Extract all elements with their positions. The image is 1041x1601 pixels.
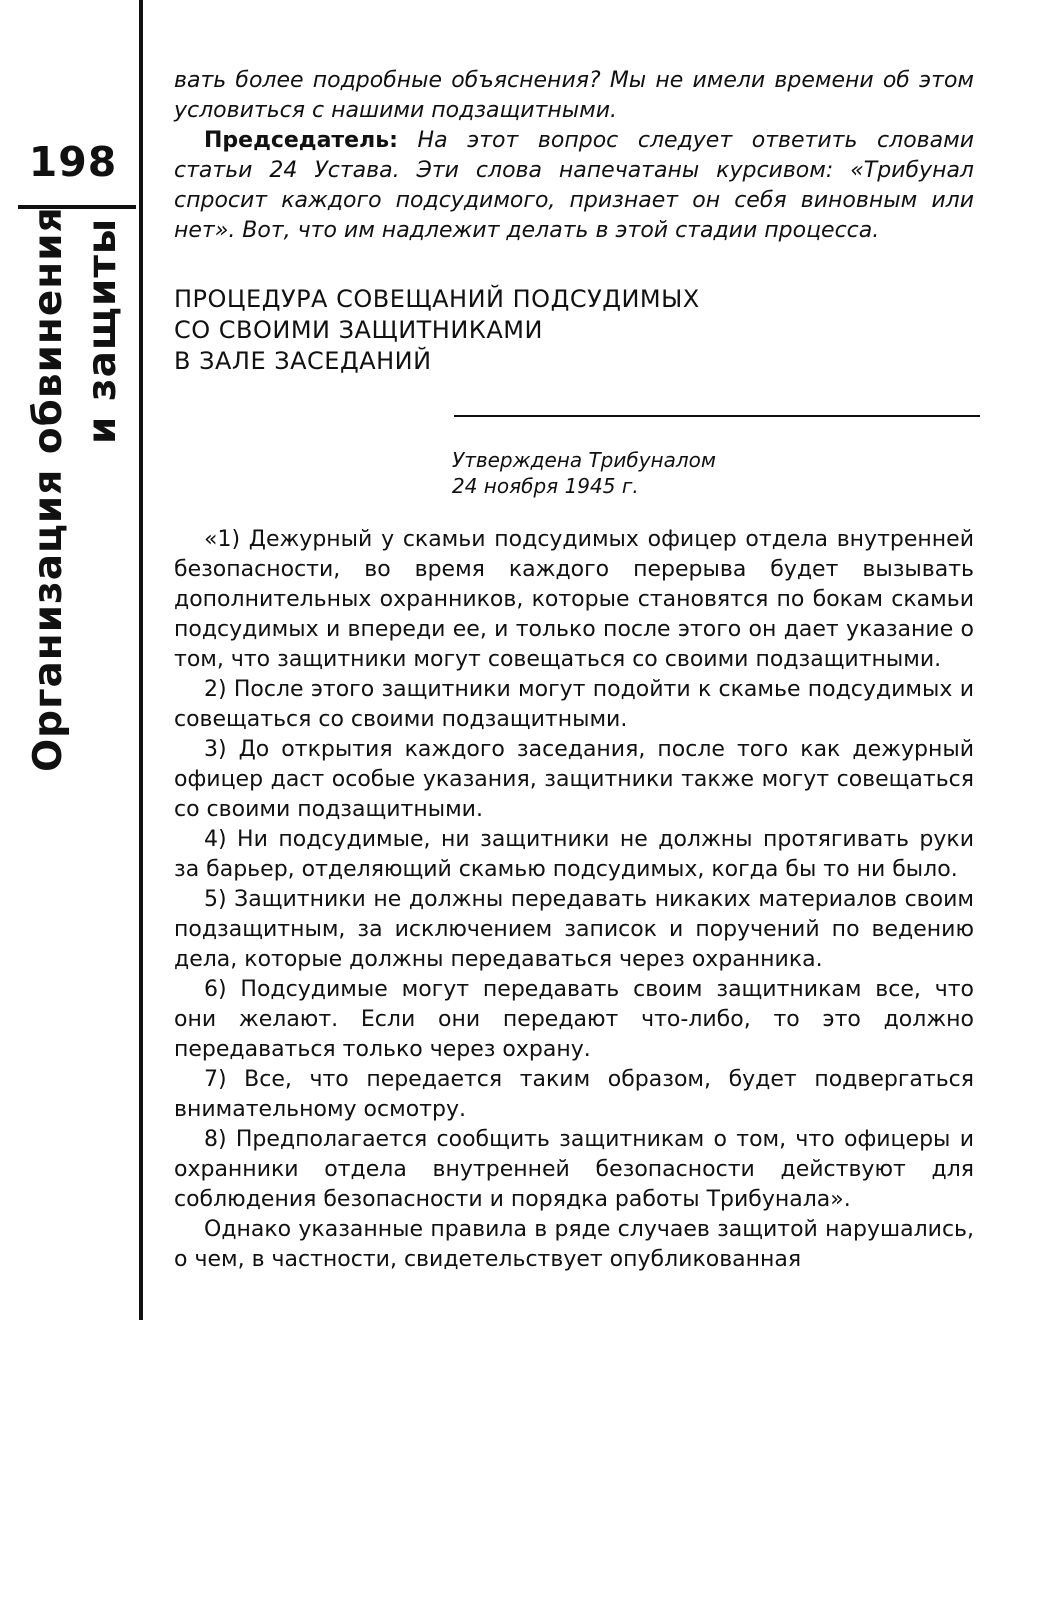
speaker-label: Председатель:: [204, 128, 398, 153]
page-content: [174, 66, 974, 1275]
rule-item: 5) Защитники не должны передавать никаких материалов своим подзащитным, за исключением записок и поручений по ведению дела, которые должны передаваться через охранника.: [174, 887, 974, 972]
rules-list: [174, 525, 974, 1215]
page-number: 198: [28, 138, 118, 186]
rule-item: 4) Ни подсудимые, ни защитники не должны протягивать руки за барьер, отделяющий скамью подсудимых, когда бы то ни было.: [174, 827, 974, 882]
approval-divider: [454, 415, 980, 417]
paragraph-continuation: вать более подробные объяснения? Мы не имели времени об этом условиться с нашими подзащитными.: [174, 68, 974, 123]
heading-line: ПРОЦЕДУРА СОВЕЩАНИЙ ПОДСУДИМЫХ: [174, 285, 700, 313]
approval-note: [452, 447, 974, 499]
section-heading: [174, 284, 974, 377]
rule-item: 2) После этого защитники могут подойти к скамье подсудимых и совещаться со своими подзащитными.: [174, 677, 974, 732]
paragraph-closing: Однако указанные правила в ряде случаев защитой нарушались, о чем, в частности, свидетельствует опубликованная: [174, 1217, 974, 1272]
margin-vertical-rule: [139, 0, 143, 1320]
heading-line: СО СВОИМИ ЗАЩИТНИКАМИ: [174, 316, 543, 344]
rule-item: 7) Все, что передается таким образом, будет подвергаться внимательному осмотру.: [174, 1067, 974, 1122]
running-head-line-1: Организация обвинения: [26, 206, 71, 772]
rule-item: 8) Предполагается сообщить защитникам о том, что офицеры и охранники отдела внутренней безопасности действуют для соблюдения безопасности и порядка работы Трибунала».: [174, 1127, 974, 1212]
rule-item: 3) До открытия каждого заседания, после того как дежурный офицер даст особые указания, защитники также могут совещаться со своими подзащитными.: [174, 737, 974, 822]
heading-line: В ЗАЛЕ ЗАСЕДАНИЙ: [174, 347, 432, 375]
speaker-text: На этот вопрос следует ответить словами статьи 24 Устава. Эти слова напечатаны курсивом: «Трибунал спросит каждого подсудимого, признает он себя виновным или нет». Вот, что им надлежит делать в этой стадии процесса.: [174, 128, 974, 243]
approval-line: 24 ноября 1945 г.: [452, 474, 639, 498]
running-head-line-2: и защиты: [80, 217, 125, 444]
approval-line: Утверждена Трибуналом: [452, 448, 716, 472]
rule-item: «1) Дежурный у скамьи подсудимых офицер отдела внутренней безопасности, во время каждого перерыва будет вызывать дополнительных охранников, которые становятся по бокам скамьи подсудимых и впереди ее, и только после этого он дает указание о том, что защитники могут совещаться со своими подзащитными.: [174, 527, 974, 672]
rule-item: 6) Подсудимые могут передавать своим защитникам все, что они желают. Если они передают что-либо, то это должно передаваться только через охрану.: [174, 977, 974, 1062]
paragraph-chairman: [174, 126, 974, 246]
